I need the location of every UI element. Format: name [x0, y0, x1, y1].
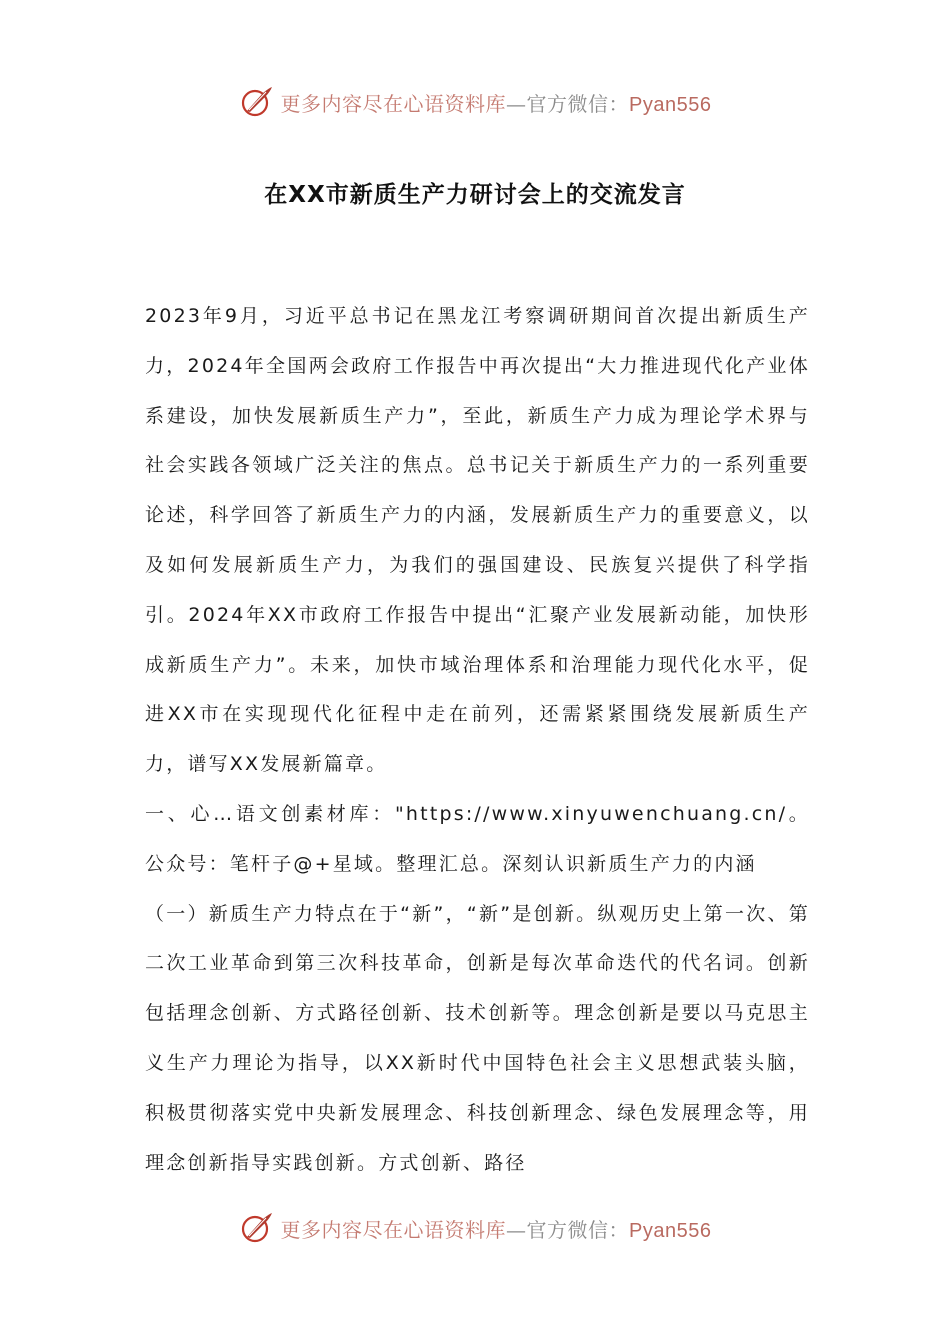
paragraph-section-heading: 一、心…语文创素材库："https://www.xinyuwenchuang.cn/。公众号：笔杆子@+星域。整理汇总。深刻认识新质生产力的内涵 [145, 802, 810, 875]
banner-text [281, 88, 712, 117]
banner-content [239, 1210, 712, 1246]
document-body [145, 292, 810, 1188]
banner-slogan: 更多内容尽在心语资料库 [280, 1217, 507, 1242]
quill-logo-icon [239, 1210, 275, 1246]
banner-separator: — [506, 91, 527, 116]
banner-slogan: 更多内容尽在心语资料库 [280, 91, 507, 116]
banner-wechat-id: Pyan556 [629, 93, 712, 116]
footer-banner [0, 1206, 950, 1250]
banner-separator: — [506, 1217, 527, 1242]
banner-content [239, 84, 712, 120]
quill-logo-icon [239, 84, 275, 120]
paragraph-intro: 2023年9月，习近平总书记在黑龙江考察调研期间首次提出新质生产力，2024年全国两会政府工作报告中再次提出“大力推进现代化产业体系建设，加快发展新质生产力”，至此，新质生产力成为理论学术界与社会实践各领域广泛关注的焦点。总书记关于新质生产力的一系列重要论述，科学回答了新质生产力的内涵，发展新质生产力的重要意义，以及如何发展新质生产力，为我们的强国建设、民族复兴提供了科学指引。2024年XX市政府工作报告中提出“汇聚产业发展新动能，加快形成新质生产力”。未来，加快市域治理体系和治理能力现代化水平，促进XX市在实现现代化征程中走在前列，还需紧紧围绕发展新质生产力，谱写XX发展新篇章。 [145, 305, 810, 776]
header-banner [0, 80, 950, 124]
document-title: 在XX市新质生产力研讨会上的交流发言 [264, 182, 686, 208]
banner-text [281, 1214, 712, 1243]
banner-wechat-id: Pyan556 [629, 1219, 712, 1242]
banner-wechat-label: 官方微信： [526, 91, 630, 116]
paragraph-section-one: （一）新质生产力特点在于“新”，“新”是创新。纵观历史上第一次、第二次工业革命到第三次科技革命，创新是每次革命迭代的代名词。创新包括理念创新、方式路径创新、技术创新等。理念创新是要以马克思主义生产力理论为指导，以XX新时代中国特色社会主义思想武装头脑，积极贯彻落实党中央新发展理念、科技创新理念、绿色发展理念等，用理念创新指导实践创新。方式创新、路径 [145, 902, 810, 1174]
banner-wechat-label: 官方微信： [526, 1217, 630, 1242]
